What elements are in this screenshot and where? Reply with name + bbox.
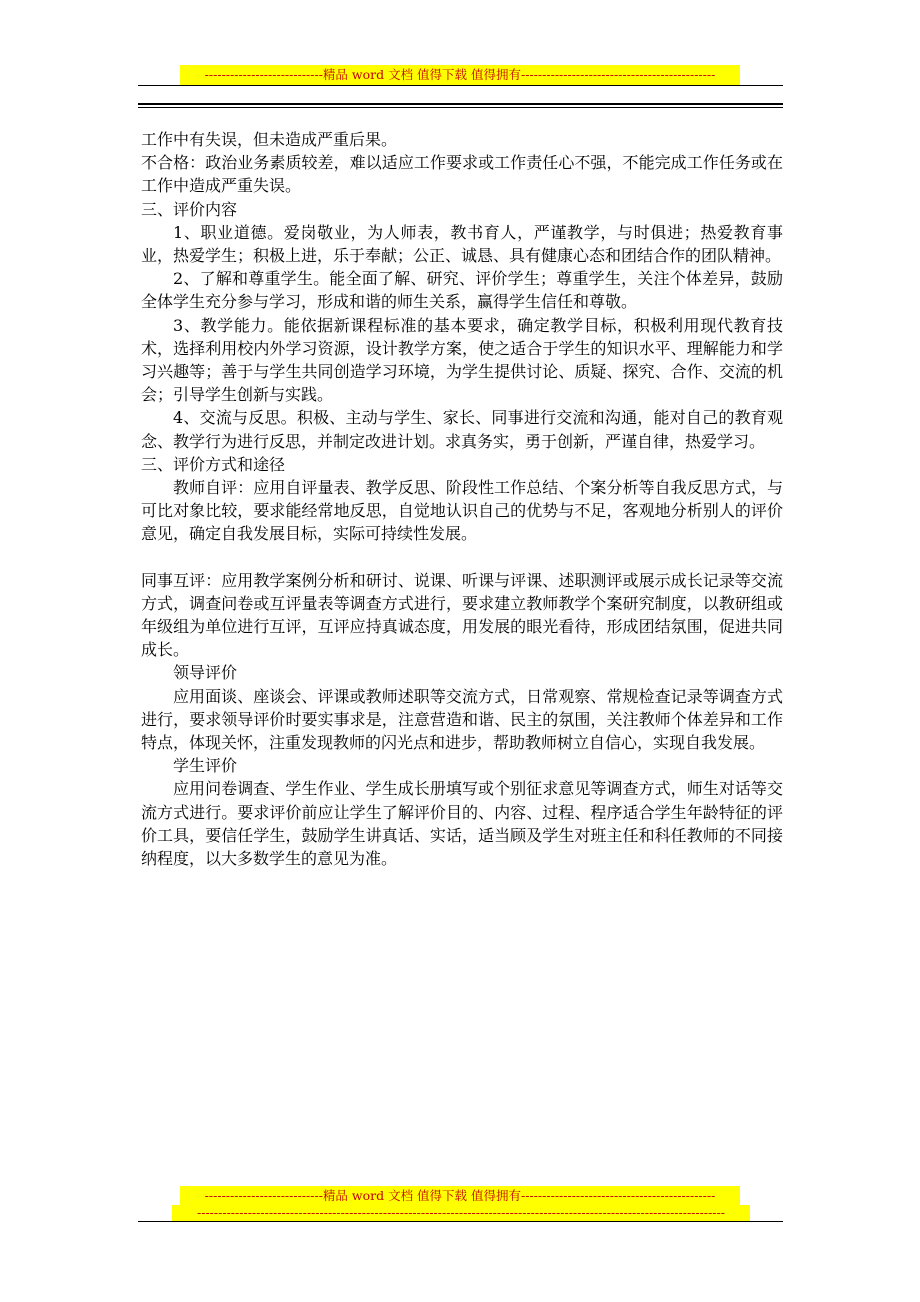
paragraph-peer-evaluation: 同事互评：应用教学案例分析和研讨、说课、听课与评课、述职测评或展示成长记录等交流方式，调查问卷或互评量表等调查方式进行，要求建立教师教学个案研究制度，以教研组或年级组为单位进行互评，互评应持真诚态度，用发展的眼光看待，形成团结氛围，促进共同成长。 — [141, 570, 783, 660]
header-rule-thin — [138, 85, 783, 86]
footer-banner: ----------------------------精品 word 文档 值得下载 值得拥有---------------------------------------------- — [180, 1186, 740, 1206]
paragraph-student-evaluation: 应用问卷调查、学生作业、学生成长册填写或个别征求意见等调查方式，师生对话等交流方式进行。要求评价前应让学生了解评价目的、内容、过程、程序适合学生年龄特征的评价工具，要信任学生，鼓励学生讲真话、实话，适当顾及学生对班主任和科任教师的不同接纳程度，以大多数学生的意见为准。 — [141, 779, 783, 869]
paragraph-teaching-ability: 3、教学能力。能依据新课程标准的基本要求，确定教学目标，积极利用现代教育技术，选择利用校内外学习资源，设计教学方案，使之适合于学生的知识水平、理解能力和学习兴趣等；善于与学生共同创造学习环境，为学生提供讨论、质疑、探究、合作、交流的机会；引导学生创新与实践。 — [141, 315, 783, 405]
paragraph-1: 工作中有失误，但未造成严重后果。 — [141, 130, 398, 149]
document-body — [141, 128, 783, 870]
paragraph-leader-evaluation: 应用面谈、座谈会、评课或教师述职等交流方式，日常观察、常规检查记录等调查方式进行，要求领导评价时要实事求是，注意营造和谐、民主的氛围，关注教师个体差异和工作特点，体现关怀，注重发现教师的闪光点和进步，帮助教师树立自信心，实现自我发展。 — [141, 686, 783, 753]
header-rule-thick — [138, 103, 783, 105]
paragraph-communication-reflection: 4、交流与反思。积极、主动与学生、家长、同事进行交流和沟通，能对自己的教育观念、教学行为进行反思，并制定改进计划。求真务实，勇于创新，严谨自律，热爱学习。 — [141, 408, 783, 451]
heading-leader-evaluation: 领导评价 — [173, 663, 238, 683]
blank-line — [141, 546, 783, 569]
heading-evaluation-methods: 三、评价方式和途径 — [141, 454, 286, 474]
footer-rule — [138, 1221, 783, 1222]
paragraph-professional-ethics: 1、职业道德。爱岗敬业，为人师表，教书育人，严谨教学，与时俱进；热爱教育事业，热爱学生；积极上进，乐于奉献；公正、诚恳、具有健康心态和团结合作的团队精神。 — [141, 222, 783, 266]
paragraph-respect-students: 2、了解和尊重学生。能全面了解、研究、评价学生；尊重学生，关注个体差异，鼓励全体学生充分参与学习，形成和谐的师生关系，赢得学生信任和尊敬。 — [141, 269, 783, 312]
paragraph-self-evaluation: 教师自评：应用自评量表、教学反思、阶段性工作总结、个案分析等自我反思方式，与可比对象比较，要求能经常地反思，自觉地认识自己的优势与不足，客观地分析别人的评价意见，确定自我发展目标，实际可持续性发展。 — [141, 478, 783, 544]
header-banner: ----------------------------精品 word 文档 值得下载 值得拥有---------------------------------------------- — [180, 65, 740, 85]
paragraph-unqualified: 不合格：政治业务素质较差，难以适应工作要求或工作责任心不强，不能完成工作任务或在工作中造成严重失误。 — [141, 153, 783, 196]
heading-student-evaluation: 学生评价 — [173, 756, 238, 776]
heading-evaluation-content: 三、评价内容 — [141, 199, 238, 219]
footer-banner-dashes: ----------------------------------------------------------------------------------------------------------------------------- — [172, 1205, 750, 1221]
header-rule-bottom — [138, 107, 783, 108]
